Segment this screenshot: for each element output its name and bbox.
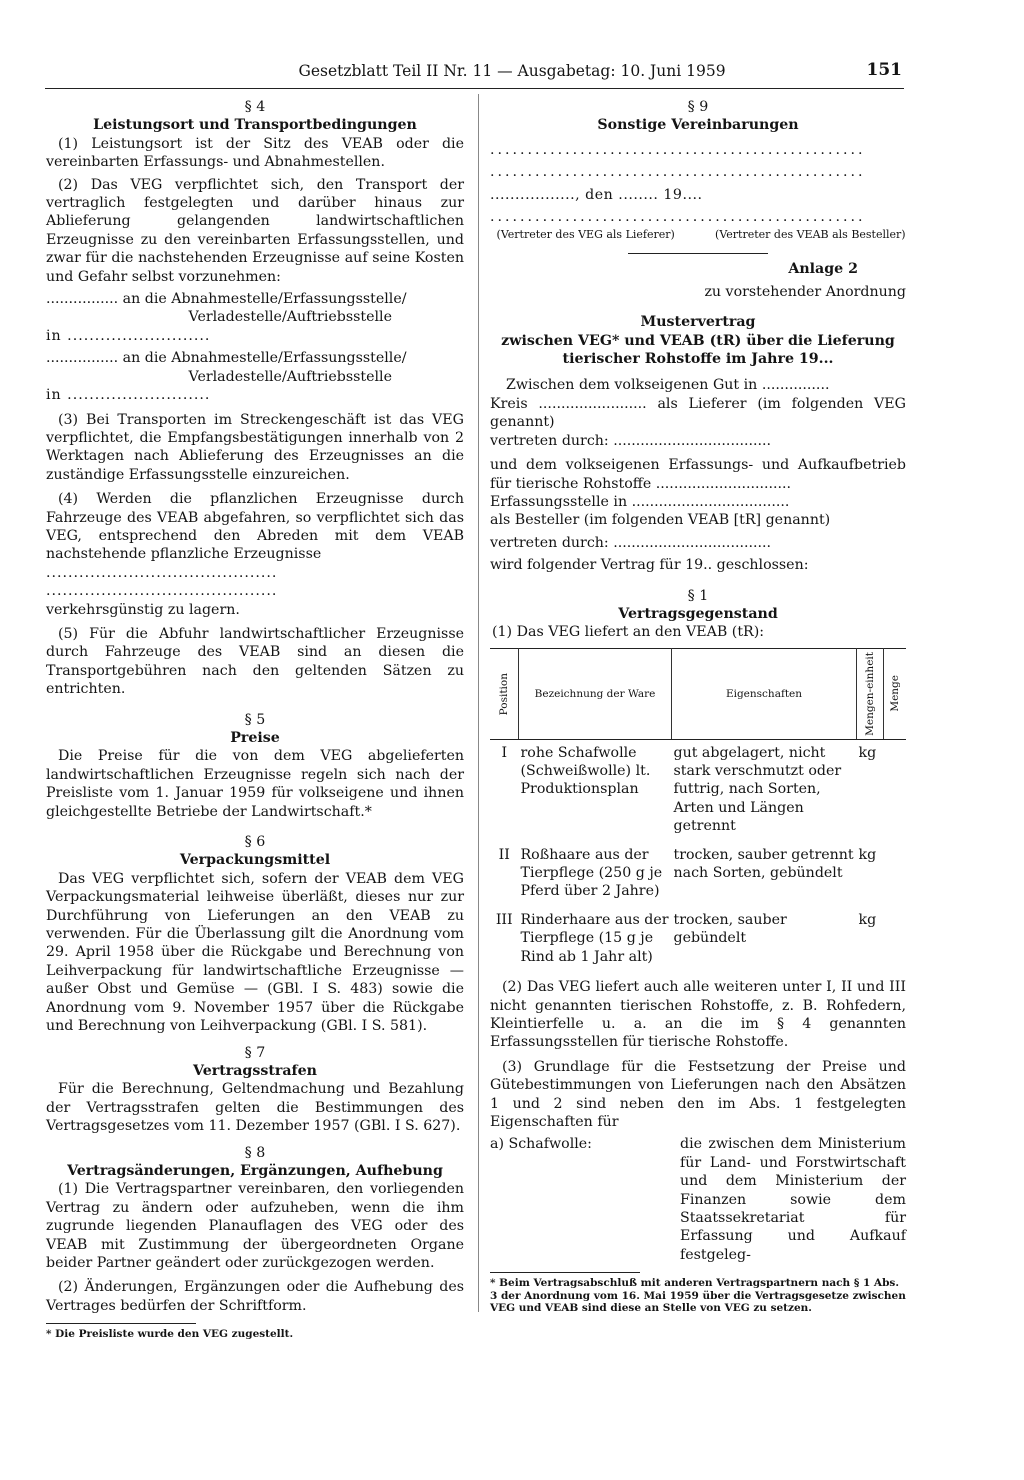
column-divider [478, 94, 479, 1312]
section-1-paragraph-3: (3) Grundlage für die Festsetzung der Preise und Gütebestimmungen von Lieferungen nach den Absätzen 1 und 2 sind neben den im Abs. 1 festgelegten Eigenschaften für [490, 1058, 906, 1130]
intro-line-6: als Besteller (im folgenden VEAB [tR] genannt) [490, 512, 831, 529]
agreement-dots-1: .................................................. [490, 141, 866, 158]
table-row [490, 907, 906, 972]
col-header-ware: Bezeichnung der Ware [519, 648, 672, 739]
section-6-title: Verpackungsmittel [179, 852, 331, 869]
section-1-number: § 1 [687, 587, 709, 604]
section-5-title: Preise [230, 730, 280, 746]
section-5-paragraph: Die Preise für die von dem VEG abgelieferten landwirtschaftlichen Erzeugnisse regeln sich nach der Preisliste vom 1. Januar 1959 für volkseigene und ihnen gleichgestellte Betriebe der Landwirtschaft.* [46, 748, 464, 820]
cell-position: II [498, 846, 510, 863]
section-4-paragraph-2: (2) Das VEG verpflichtet sich, den Transport der vertraglich festgelegten und darüber hinaus zur Ablieferung gelangenden landwirtschaftlichen Erzeugnisse zu den vereinbarten Erfassungsstellen, und zwar für die nachstehenden Erzeugnisse auf seine Kosten und Gefahr selbst vorzunehmen: [46, 176, 464, 285]
sheep-wool-label: a) Schafwolle: [490, 1136, 592, 1153]
destination-line-1a: ................ an die Abnahmestelle/Erfassungsstelle/ [46, 291, 407, 308]
cell-eigenschaften: trocken, sauber gebündelt [673, 911, 787, 947]
col-header-mengeneinheit: Mengen-einheit [857, 648, 884, 739]
section-1-paragraph-2: (2) Das VEG liefert auch alle weiteren unter I, II und III nicht genannten tierischen Rohstoffe, z. B. Rohfedern, Kleintierfelle u. a. an die im § 4 genannten Erfassungsstellen für tierische Rohstoffe. [490, 979, 906, 1051]
col-header-menge: Menge [884, 648, 907, 739]
section-5-number: § 5 [244, 711, 266, 728]
section-4-number: § 4 [244, 99, 266, 115]
goods-table [490, 648, 906, 972]
table-row [490, 739, 906, 842]
section-7-paragraph: Für die Berechnung, Geltendmachung und Bezahlung der Vertragsstrafen gelten die Bestimmungen des Vertragsgesetzes vom 11. Dezember 1957 (GBl. I S. 627). [46, 1081, 464, 1135]
header-rule [45, 88, 904, 89]
signature-labels [490, 228, 906, 241]
sheep-wool-text: die zwischen dem Ministerium für Land- und Forstwirtschaft und dem Ministerium der Finanzen sowie dem Staatssekretariat für Erfassung und Aufkauf festgeleg- [680, 1136, 906, 1263]
section-8-paragraph-1: (1) Die Vertragspartner vereinbaren, den vorliegenden Vertrag zu ändern oder aufzuheben, wenn die ihm zugrunde liegenden Planauflagen des VEG oder des VEAB mit Zustimmung der übergeordneten Organe beider Partner geändert oder zurückgezogen werden. [46, 1181, 464, 1271]
section-6-paragraph: Das VEG verpflichtet sich, sofern der VEAB dem VEG Verpackungsmaterial leihweise überläßt, dieses nur zur Durchführung von Lieferungen an den VEAB zu verwenden. Für die Überlassung gilt die Anordnung vom 29. April 1958 über die Rückgabe und Berechnung von Leihverpackung für landwirtschaftliche Erzeugnisse — außer Obst und Gemüse — (GBl. I S. 483) sowie die Anordnung vom 9. November 1957 über die Rückgabe und Berechnung von Leihverpackung (GBl. I S. 581). [46, 870, 464, 1035]
section-8-paragraph-2: (2) Änderungen, Ergänzungen oder die Aufhebung des Vertrages bedürfen der Schriftform. [46, 1279, 464, 1314]
intro-line-7: vertreten durch: ................................... [490, 534, 772, 551]
intro-line-4: und dem volkseigenen Erfassungs- und Aufkaufbetrieb für tierische Rohstoffe .............................. [490, 457, 906, 492]
section-7-number: § 7 [244, 1044, 266, 1061]
section-1-title: Vertragsgegenstand [618, 605, 778, 622]
intro-line-1: Zwischen dem volkseigenen Gut in ............... [506, 377, 830, 394]
section-1-paragraph-1: (1) Das VEG liefert an den VEAB (tR): [492, 624, 765, 641]
goods-table-header [490, 648, 906, 739]
anlage-title: Anlage 2 [788, 261, 858, 278]
cell-eigenschaften: gut abgelagert, nicht stark verschmutzt oder futtrig, nach Sorten, Arten und Längen getrennt [673, 744, 842, 835]
separator-rule [628, 253, 768, 254]
cell-ware: Rinderhaare aus der Tierpflege (15 g je Rind ab 1 Jahr alt) [520, 911, 669, 965]
footnote-rule [490, 1272, 640, 1273]
section-9-title: Sonstige Vereinbarungen [597, 117, 799, 134]
destination-line-2a: ................ an die Abnahmestelle/Erfassungsstelle/ [46, 350, 407, 367]
page-header [0, 60, 1024, 90]
cell-unit: kg [858, 744, 877, 761]
section-4-paragraph-4-end: verkehrsgünstig zu lagern. [46, 601, 240, 618]
destination-in-2: in .......................... [46, 387, 211, 404]
intro-line-3: vertreten durch: ................................... [490, 432, 772, 449]
products-dots-1: .......................................... [46, 564, 278, 581]
header-title: Gesetzblatt Teil II Nr. 11 — Ausgabetag: 10. Juni 1959 [298, 62, 726, 80]
products-dots-2: .......................................... [46, 583, 278, 600]
destination-in-1: in .......................... [46, 327, 211, 344]
section-4-paragraph-5: (5) Für die Abfuhr landwirtschaftlicher Erzeugnisse durch Fahrzeuge des VEAB sind an diesen die Transportgebühren nach den geltenden Sätzen zu entrichten. [46, 625, 464, 698]
cell-quantity [884, 907, 907, 972]
intro-line-2: Kreis ........................ als Lieferer (im folgenden VEG genannt) [490, 395, 906, 431]
cell-position: III [495, 911, 513, 928]
cell-ware: Roßhaare aus der Tierpflege (250 g je Pferd über 2 Jahre) [520, 846, 663, 900]
intro-line-8: wird folgender Vertrag für 19.. geschlossen: [490, 557, 809, 574]
section-4-paragraph-1: (1) Leistungsort ist der Sitz des VEAB oder die vereinbarten Erfassungs- und Abnahmestellen. [46, 135, 464, 171]
right-column [490, 98, 906, 1315]
cell-unit: kg [858, 846, 877, 863]
section-4-title: Leistungsort und Transportbedingungen [93, 117, 417, 134]
section-7-title: Vertragsstrafen [193, 1062, 317, 1079]
cell-eigenschaften: trocken, sauber getrennt nach Sorten, gebündelt [673, 846, 854, 882]
section-8-title: Vertragsänderungen, Ergänzungen, Aufhebung [67, 1162, 443, 1179]
section-8-number: § 8 [244, 1144, 266, 1161]
contract-title-2: zwischen VEG* und VEAB (tR) über die Lieferung [501, 332, 895, 349]
cell-ware: rohe Schafwolle (Schweißwolle) lt. Produktionsplan [520, 744, 651, 798]
page-number: 151 [866, 60, 902, 80]
cell-quantity [884, 842, 907, 907]
agreement-dots-2: .................................................. [490, 164, 866, 181]
footnote-left: * Die Preisliste wurde den VEG zugestellt. [46, 1328, 294, 1341]
contract-title-1: Mustervertrag [640, 314, 756, 331]
intro-line-5: Erfassungsstelle in ................................... [490, 493, 790, 510]
section-4-paragraph-4: (4) Werden die pflanzlichen Erzeugnisse durch Fahrzeuge des VEAB abgefahren, so verpflichtet sich das VEG, entsprechend den Abreden mit dem VEAB nachstehende pflanzliche Erzeugnisse [46, 491, 464, 563]
cell-position: I [501, 744, 508, 761]
signature-veg-label: (Vertreter des VEG als Lieferer) [496, 228, 675, 242]
cell-unit: kg [858, 911, 877, 928]
sheep-wool-entry [490, 1135, 906, 1264]
col-header-eigenschaften: Eigenschaften [672, 648, 857, 739]
cell-quantity [884, 739, 907, 842]
signature-veab-label: (Vertreter des VEAB als Besteller) [715, 228, 906, 242]
contract-title-3: tierischer Rohstoffe im Jahre 19... [562, 351, 834, 368]
section-9-number: § 9 [687, 99, 709, 115]
destination-line-2b: Verladestelle/Auftriebsstelle [188, 368, 392, 385]
table-row [490, 842, 906, 907]
anlage-subtitle: zu vorstehender Anordnung [704, 283, 906, 300]
destination-line-1b: Verladestelle/Auftriebsstelle [188, 309, 392, 326]
place-date-line: ................., den ........ 19.... [490, 186, 703, 203]
col-header-position: Position [490, 648, 519, 739]
section-6-number: § 6 [244, 834, 266, 851]
signature-dots: .................................................. [490, 209, 866, 226]
footnote-rule [46, 1323, 196, 1324]
left-column [46, 98, 464, 1341]
footnote-right: * Beim Vertragsabschluß mit anderen Vertragspartnern nach § 1 Abs. 3 der Anordnung vom 16. Mai 1959 über die Vertragsgesetze zwischen VEG und VEAB sind diese an Stelle von VEG zu setzen. [490, 1277, 906, 1315]
section-4-paragraph-3: (3) Bei Transporten im Streckengeschäft ist das VEG verpflichtet, die Empfangsbestätigungen innerhalb von 2 Werktagen nach Ablieferung des Erzeugnisses an die zuständige Erfassungsstelle einzureichen. [46, 411, 464, 483]
